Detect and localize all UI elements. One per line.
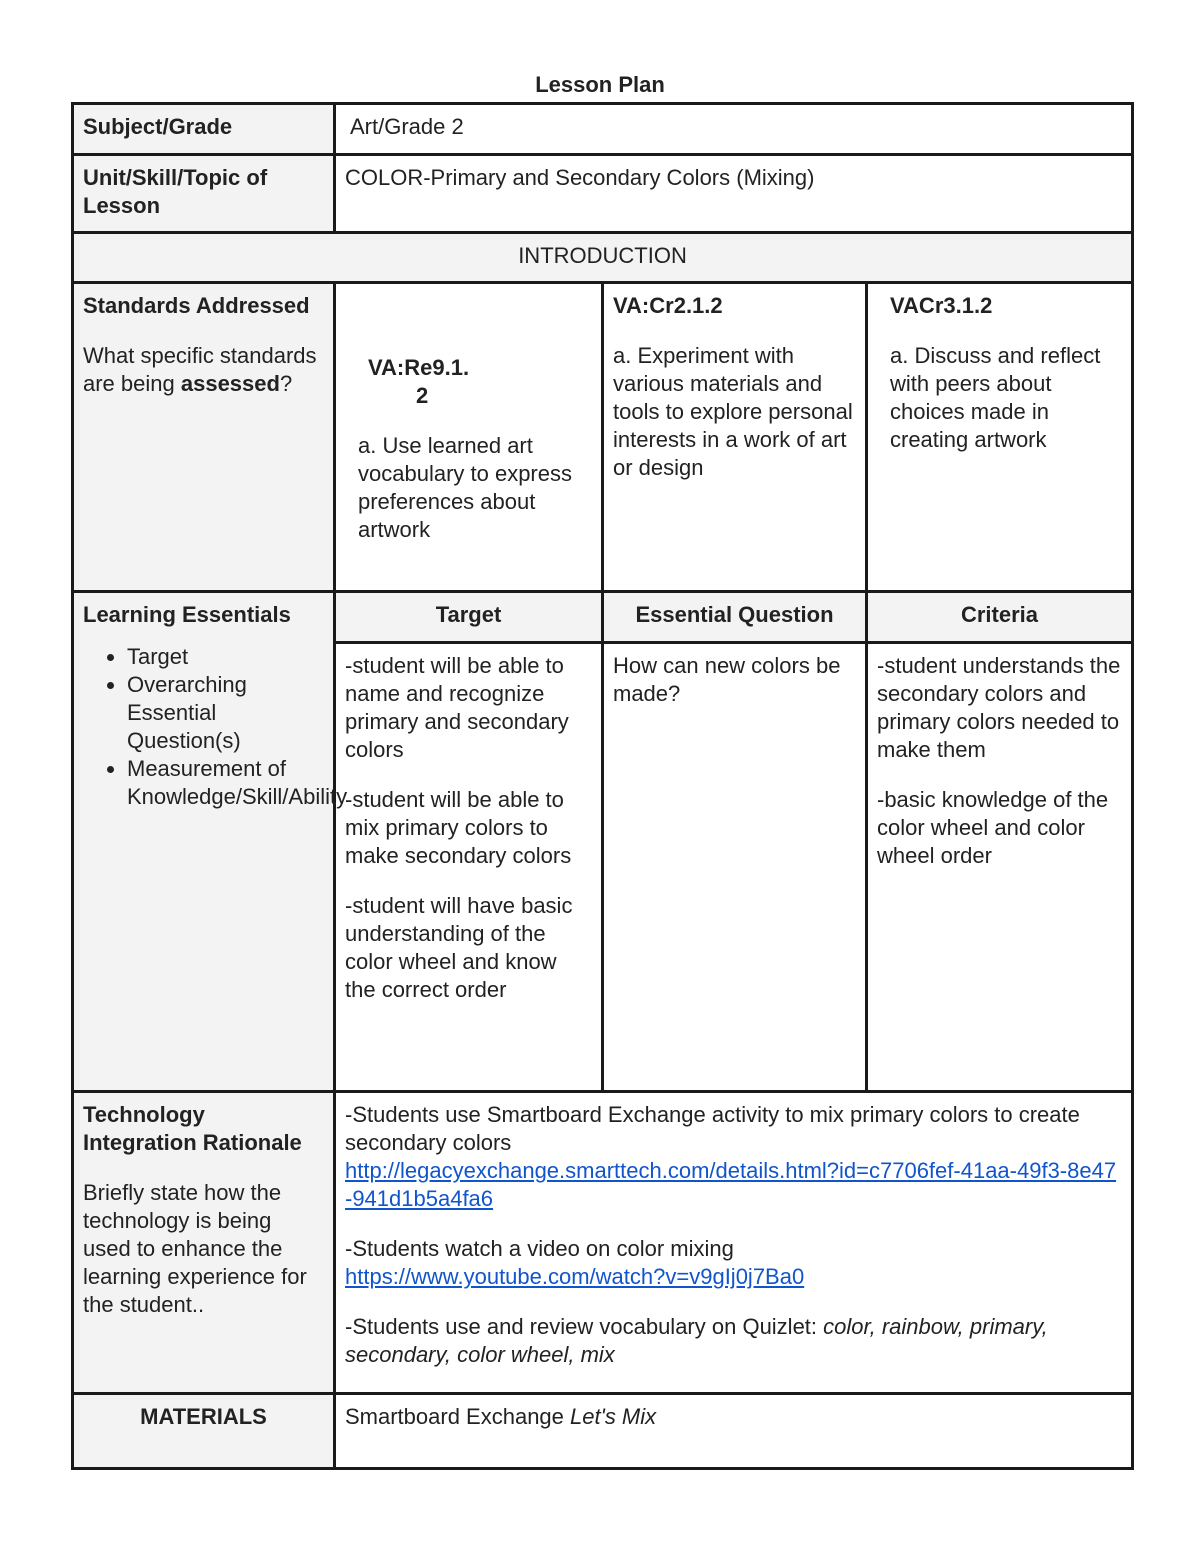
essential-question-text: How can new colors be made? [613,653,841,706]
technology-content [335,1092,1133,1394]
list-item: • Overarching Essential Question(s) [127,671,324,755]
standard-2-code: VA:Cr2.1.2 [613,293,723,318]
target-cell [335,643,603,1092]
technology-row [73,1092,1133,1394]
standard-1 [335,283,603,592]
target-item: -student will be able to name and recognize primary and secondary colors [345,653,569,762]
technology-label-cell [73,1092,335,1394]
technology-description: Briefly state how the technology is being used to enhance the learning experience for the student.. [83,1180,307,1317]
learning-label-cell [73,592,348,1092]
unit-value: COLOR-Primary and Secondary Colors (Mixing) [335,155,1133,233]
lesson-plan-table [71,102,1134,1470]
list-item: • Target [127,643,324,671]
subject-row [73,104,1133,155]
target-item: -student will be able to mix primary colors to make secondary colors [345,787,572,868]
materials-label: MATERIALS [73,1394,335,1469]
criteria-item: -student understands the secondary colors and primary colors needed to make them [877,653,1121,762]
page-title: Lesson Plan [535,72,665,97]
criteria-cell [867,643,1133,1092]
standards-question: What specific standards are being assessed? [83,343,317,396]
technology-link-2-wrap [345,1263,1122,1291]
subject-label: Subject/Grade [73,104,335,155]
standard-3-text: a. Discuss and reflect with peers about choices made in creating artwork [890,343,1101,452]
introduction-row [73,233,1133,283]
youtube-video-link[interactable]: https://www.youtube.com/watch?v=v9gIj0j7Ba0 [345,1264,805,1289]
standard-1-code: VA:Re9.1. [368,355,470,380]
criteria-item: -basic knowledge of the color wheel and color wheel order [877,787,1109,868]
essential-question-header: Essential Question [603,592,867,643]
standards-row [73,283,1133,592]
learning-label: Learning Essentials [83,602,291,627]
list-item: • Measurement of Knowledge/Skill/Ability [127,755,324,811]
technology-item-1: -Students use Smartboard Exchange activity to mix primary colors to create secondary colors [345,1102,1080,1155]
standard-3 [867,283,1133,592]
unit-label: Unit/Skill/Topic of Lesson [73,155,335,233]
standards-label: Standards Addressed [83,293,310,318]
learning-header-row [73,592,1133,643]
target-item: -student will have basic understanding of the color wheel and know the correct order [345,893,573,1002]
standard-2 [603,283,867,592]
standard-2-text: a. Experiment with various materials and tools to explore personal interests in a work of art or design [613,343,853,480]
smartboard-exchange-link[interactable]: http://legacyexchange.smarttech.com/details.html?id=c7706fef-41aa-49f3-8e47-941d1b5a4fa6 [345,1158,1117,1211]
unit-row [73,155,1133,233]
standards-label-cell [73,283,335,592]
technology-link-1-wrap [345,1157,1122,1213]
essential-question-cell [603,643,867,1092]
introduction-header: INTRODUCTION [73,233,1133,283]
technology-item-2: -Students watch a video on color mixing [345,1236,734,1261]
standard-1-code-suffix: 2 [416,383,429,408]
materials-value: Smartboard Exchange Let's Mix [335,1394,1133,1469]
target-header: Target [335,592,603,643]
materials-row [73,1394,1133,1469]
standard-3-code: VACr3.1.2 [890,293,993,318]
technology-item-3: -Students use and review vocabulary on Quizlet: color, rainbow, primary, secondary, color wheel, mix [345,1314,1048,1367]
technology-label: Technology Integration Rationale [83,1102,302,1155]
learning-bullets [83,643,348,811]
criteria-header: Criteria [867,592,1133,643]
subject-value: Art/Grade 2 [335,104,1133,155]
standard-1-text: a. Use learned art vocabulary to express preferences about artwork [358,433,572,542]
